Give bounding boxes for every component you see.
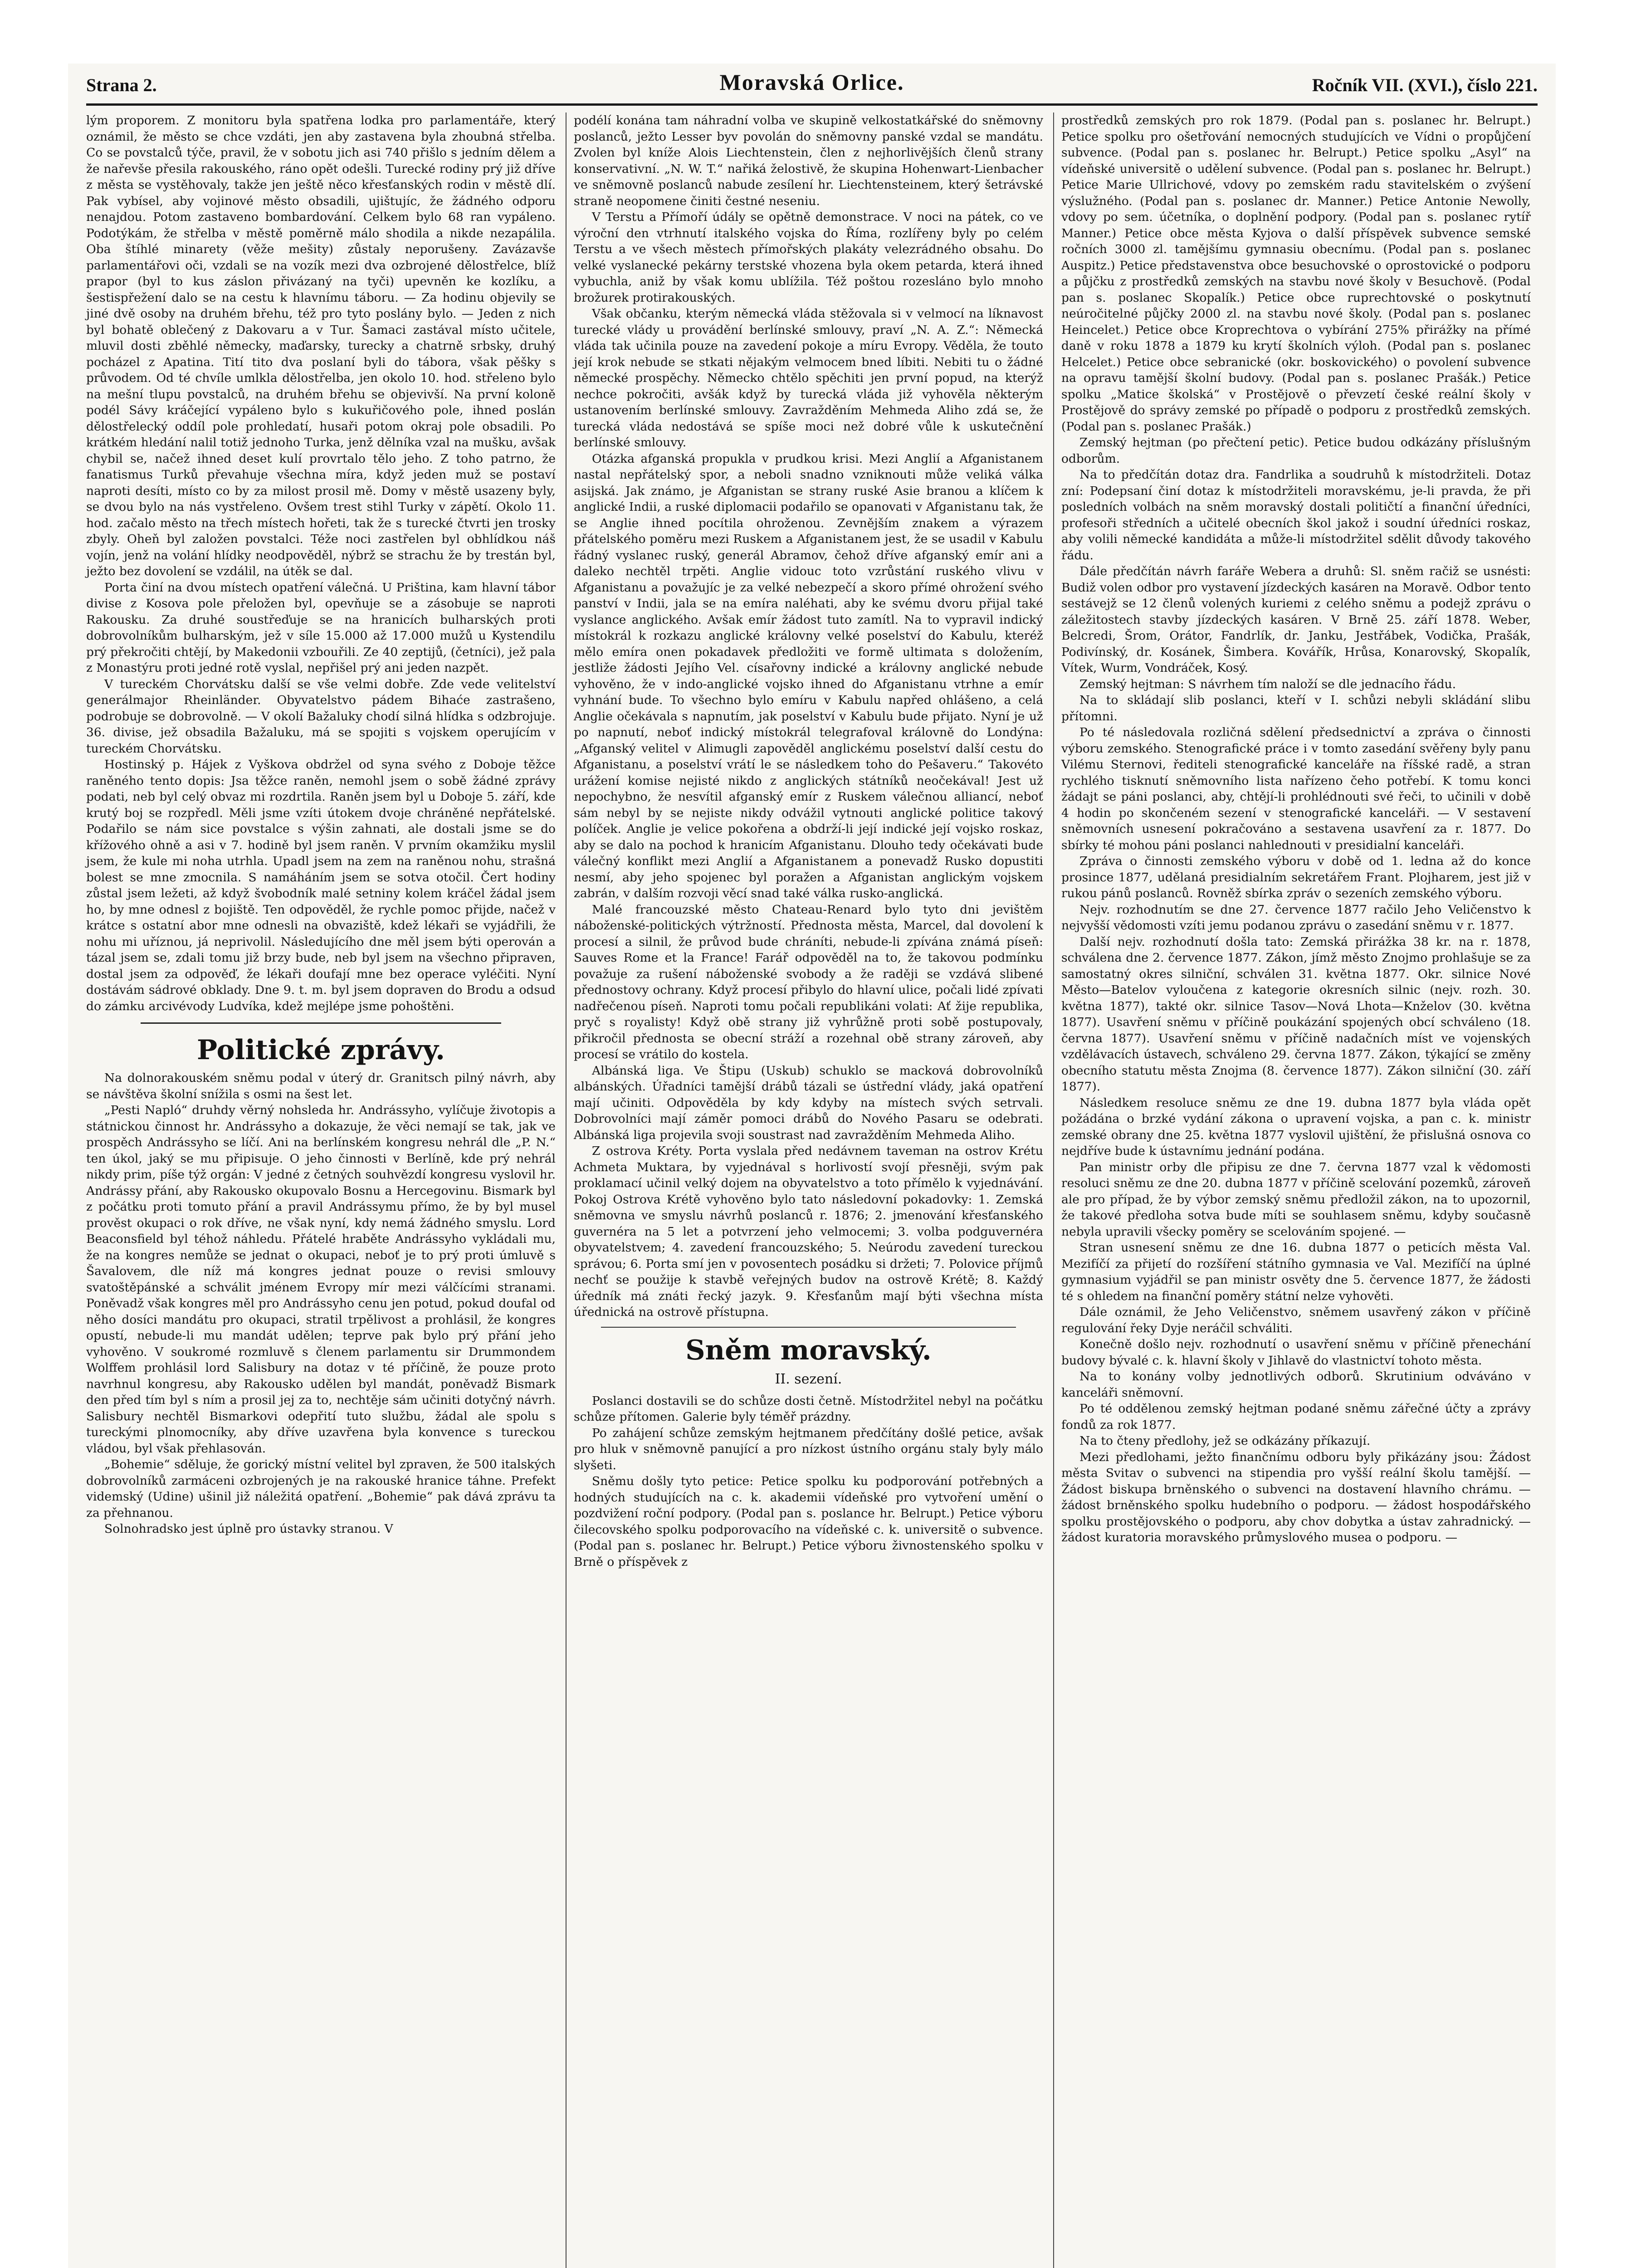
article-paragraph: Solnohradsko jest úplně pro ústavky stranou. V [104, 1522, 393, 1536]
article-paragraph: Po zahájení schůze zemským hejtmanem předčítány došlé petice, avšak pro hluk v sněmovně panující a pro nízkost ústního orgánu staly byly málo slyšeti. [574, 1426, 1043, 1472]
article-paragraph: Porta činí na dvou místech opatření válečná. U Priština, kam hlavní tábor divise z Kosova pole přeložen byl, opevňuje se a zásobuje se naproti Rakousku. Za druhé soustřeďuje se na hranicích bulharských proti dobrovolníkům bulharským, jež v síle 15.000 až 17.000 mužů u Kystendilu prý překročiti chtějí, by Makedonii vzbouřili. Ze 40 zeptijů, (četníci), jež pala z Monastýru proti jedné rotě vyslal, nepřišel prý ani jeden nazpět. [86, 580, 556, 675]
article-paragraph: V Terstu a Přímoří údály se opětně demonstrace. V noci na pátek, co ve výroční den vtrhnutí italského vojska do Říma, rozlířeny byly po celém Terstu a ve všech městech přímořských plakáty velezrádného obsahu. Do velké vyslanecké pekárny terstské vhozena byla okem petarda, která ihned vybuchla, aniž by však komu ublížila. Též poštou rozesláno bylo mnoho brožurek protirakouských. [574, 210, 1043, 305]
column-2 [574, 112, 1043, 2268]
section-heading-moravian-diet: Sněm moravský. [685, 1334, 932, 1366]
article-paragraph: Mezi předlohami, ježto finančnímu odboru byly přikázány jsou: Žádost města Svitav o subvenci na stipendia pro vyšší reální školu tamější. — Žádost biskupa brněnského o subvenci na dostavení hlavního chrámu. — žádost brněnského spolku hudebního o podporu. — žádost hospodářského spolku prostějovského o podporu, aby chov dobytka a ústav zahradnický. — žádost kuratoria moravského průmyslového musea o podporu. — [1061, 1450, 1531, 1545]
article-paragraph: Hostinský p. Hájek z Vyškova obdržel od syna svého z Doboje těžce raněného tento dopis: Jsa těžce raněn, nemohl jsem o sobě žádné zprávy podati, neb byl celý obvaz mi rozdrtila. Raněn jsem byl u Doboje 5. září, kde krutý boj se rozpředl. Měli jsme vzíti útokem dvoje chráněné nepřátelské. Podařilo se nám sice povstalce s výšin zahnati, ale dostali jsme se do křížového ohně a asi v 7. hodině byl jsem raněn. V prvním okamžiku myslil jsem, že kule mi noha utrhla. Upadl jsem na zem na raněnou nohu, strašná bolest se mne zmocnila. S namáháním jsem se sotva otočil. Čert hodiny zůstal jsem ležeti, až když švobodník malé setniny kolem kráčel žádal jsem ho, by mne odnesl z bojiště. Ten odpověděl, že rychle pomoc přijde, načež v krátce s ostatní abor mne odnesli na obvaziště, kdež lékaři se vyjádřili, že nohu mi uříznou, já neprivolil. Následujícího dne měl jsem býti operován a tázal jsem se, zdali tomu již brzy bude, neb byl jsem na všechno připraven, dostal jsem za odpověď, že lékaři doufají mne bez operace vyléčiti. Nyní dostávám sádrové obklady. Dne 9. t. m. byl jsem dopraven do Brodu a odsud do zámku arcivévody Ludvíka, kdež mejlépe jsme pohoštěni. [86, 758, 556, 1013]
article-paragraph: Po té následovala rozličná sdělení předsednictví a zpráva o činnosti výboru zemského. Stenografické práce i v tomto zasedání svěřeny byly panu Vilému Sternovi, řediteli stenografické kanceláře na říšské radě, a stran rychlého tisknutí sněmovního lista nařízeno čeho potřebí. K tomu konci žádajt se páni poslanci, aby, chtějí-li prohlédnouti své řeči, to učinili v době 4 hodin po skončeném sezení v stenografické kanceláři. — V sestavení sněmovních usnesení pokračováno a sestavena usavření za r. 1877. Do sbírky té mohou páni poslanci nahlednouti v presidialní kanceláři. [1061, 725, 1531, 852]
article-paragraph: Stran usnesení sněmu ze dne 16. dubna 1877 o peticích města Val. Mezifíčí za přijetí do rozšíření státního gymnasia ve Val. Mezifíčí na úplné gymnasium vyjádřil se pan ministr osvěty dne 5. července 1877, že žádosti té s ohledem na finanční poměry státní nelze vyhověti. [1061, 1241, 1531, 1303]
article-paragraph: Dále oznámil, že Jeho Veličenstvo, sněmem usavřený zákon v příčině regulování řeky Dyje neráčil schváliti. [1061, 1305, 1531, 1335]
masthead: Moravská Orlice. [719, 69, 904, 95]
section-divider [141, 1022, 501, 1024]
article-paragraph: Z ostrova Kréty. Porta vyslala před nedávnem taveman na ostrov Krétu Achmeta Muktara, by vyjednával s horlivostí svojí přesněji, svým pak proklamací učinil velký dojem na obyvatelstvo a toto přímělo k vyjednávání. Pokoj Ostrova Krétě vyhověno bylo tato následovní pokadovky: 1. Zemská sněmovna ve smyslu návrhů poslanců r. 1876; 2. jmenování křesťanského guvernéra na 5 let a potvrzení jeho velmocemi; 3. volba podguvernéra obyvatelstvem; 4. zavedení francouzského; 5. Neúrodu zavedení tureckou správou; 6. Porta smí jen v povosentech posádku si držeti; 7. Polovice příjmů nechť se použije k stavbě veřejných budov na ostrově Krétě; 8. Každý úředník má znáti řecký jazyk. 9. Křesťanům mají býti všechna místa úřednická na ostrově přístupna. [574, 1144, 1043, 1319]
column-divider [1053, 112, 1054, 2268]
article-paragraph: Otázka afganská propukla v prudkou krisi. Mezi Anglií a Afganistanem nastal nepřátelský spor, a neboli snadno vzniknouti může veliká válka asijská. Jak známo, je Afganistan se strany ruské Asie branou a klíčem k anglické Indii, a ruské diplomacii podařilo se opanovati v Afganistanu tak, že se Anglie ihned pocítila ohroženou. Zevnějším znakem a výrazem přátelského poměru mezi Ruskem a Afganistanem jest, že se usadil v Kabulu řádný vyslanec ruský, generál Abramov, čehož dříve afganský emír ani a daleko nechtěl trpěti. Anglie vidouc toto vzrůstání ruského vlivu v Afganistanu a považujíc je za velké nebezpečí a skoro přímé ohrožení svého panství v Indii, jala se na emíra naléhati, aby ke svému dvoru přijal také vyslance anglického. Avšak emír žádost tuto zamítl. Na to vypravil indický místokrál k rozkazu anglické královny velké poselství do Kabulu, kteréž mělo emíra onen pokadavek předložiti ve formě ultimata s doložením, jestliže žádosti Jejího Vel. císařovny indické a královny anglické nebude vyhověno, že v indo-anglické vojsko ihned do Afganistanu vtrhne a emír vyhnání bude. To všechno bylo emíru v Kabulu napřed ohlášeno, a celá Anglie očekávala s napnutím, jak poselství v Kabulu bude přijato. Nyní je už po napnutí, neboť indický místokrál telegrafoval královně do Londýna: „Afganský velitel v Alimugli zapověděl anglickému poselství další cestu do Afganistanu, a poselství vrátí le se následkem toho do Pešaveru.“ Takovéto urážení komise nejisté nikdo z anglických státníků neočekával! Jest už nepochybno, že nesvítil afganský emír z Ruskem válečnou alliancí, neboť sám nebyl by se nejiste nikdy odvážil vytnouti anglické politice takový políček. Anglie je velice pokořena a obdrží-li její indické její vojsko roskaz, aby se dalo na pochod k hranicím Afganistanu. Dlouho tedy očekávati bude válečný konflikt mezi Anglií a Afganistanem a ponevadž Rusko dopustiti nesmí, aby jeho spojenec byl poražen a Afganistan anglickým vojskem zabrán, v dalším rozvoji věcí snad také válka rusko-anglická. [574, 451, 1044, 900]
article-paragraph: Zemský hejtman (po přečtení petic). Petice budou odkázány příslušným odborům. [1061, 435, 1531, 466]
article-paragraph: Konečně došlo nejv. rozhodnutí o usavření sněmu v příčině přenechání budovy bývalé c. k. hlavní školy v Jihlavě do vlastnictví tohoto města. [1061, 1337, 1531, 1368]
column-3 [1061, 112, 1531, 2268]
article-paragraph: Zemský hejtman: S návrhem tím naloží se dle jednacího řádu. [1079, 677, 1456, 691]
article-paragraph: Na to skládají slib poslanci, kteří v I. schůzi nebyli skládání slibu přítomni. [1061, 693, 1531, 723]
section-divider [601, 1327, 1016, 1328]
section-heading-political-news: Politické zprávy. [196, 1034, 445, 1066]
article-paragraph: Poslanci dostavili se do schůze dosti četně. Místodržitel nebyl na počátku schůze přítomen. Galerie byly téměř prázdny. [574, 1393, 1043, 1424]
page-number: Strana 2. [86, 75, 157, 95]
article-paragraph: Dále předčítán návrh faráře Webera a druhů: Sl. sněm račiž se usnésti: Budiž volen odbor pro vystavení jízdeckých kasáren na Moravě. Odbor tento sestávejž se 12 členů volených kuriemi z celého sněmu a podejž zprávu o záležitostech stavby jízdeckých kasáren. V Brně 25. září 1878. Weber, Belcredi, Šrom, Orátor, Fandrlík, dr. Janku, Jestřábek, Vodička, Prašák, Podivínský, dr. Kosánek, Šimbera. Kovářík, Hrůsa, Konarovský, Skopalík, Vítek, Wurm, Vondráček, Kosý. [1061, 564, 1531, 675]
article-paragraph: Pan ministr orby dle připisu ze dne 7. června 1877 vzal k vědomosti resoluci sněmu ze dne 20. dubna 1877 v příčině scelování pozemků, zároveň ale pro případ, že by výbor zemský sněmu předložil zákon, na to upozornil, že takové předloha sotva bude míti se souhlasem sněmu, kdyby současně nebyla upravili všecky poměry se scelováním spojené. — [1061, 1160, 1531, 1239]
article-paragraph: Na to předčítán dotaz dra. Fandrlika a soudruhů k místodržiteli. Dotaz zní: Podepsaní činí dotaz k místodržiteli moravskému, je-li pravda, že při posledních volbách na sněm moravský dostali političtí a finanční úředníci, profesoři středních a učitelé obecních škol jakož i soudní úředníci roskaz, aby volili německé kandidáta a může-li místodržitel sdělit důvody takového řádu. [1061, 468, 1531, 562]
newspaper-page [68, 64, 1556, 2268]
article-paragraph: Sněmu došly tyto petice: Petice spolku ku podporování potřebných a hodných studujících na c. k. akademii vídeňské pro vytvoření umění o pozdvižení roční podpory. (Podal pan s. poslance hr. Belrupt.) Petice výboru čilecovského spolku podporovacího na vídeňské c. k. universitě o subvence. (Podal pan s. poslanec hr. Belrupt.) Petice výboru živnostenského spolku v Brně o příspěvek z [574, 1474, 1043, 1569]
article-paragraph: „Bohemie“ sděluje, že gorický místní velitel byl zpraven, že 500 italských dobrovolníků zarmáceni ozbrojených je na rakouské hranice táhne. Prefekt videmský (Udine) ušinil již náležitá opatření. „Bohemie“ pak dává zprávu ta za přehnanou. [86, 1457, 556, 1520]
column-1 [86, 112, 556, 2268]
article-paragraph: Na dolnorakouském sněmu podal v úterý dr. Granitsch pilný návrh, aby se návštěva školní snížila s osmi na šest let. [86, 1071, 556, 1101]
article-paragraph: Albánská liga. Ve Štipu (Uskub) schuklo se macková dobrovolníků albánských. Úřadníci tamější drábů tázali se ústřední vlády, jaká opatření mají učiniti. Odpověděla by kdy kdyby na místech svých setrvali. Dobrovolníci mají záměr pomoci drábů do Nového Pasaru se odebrati. Albánská liga projevila svoji soustrast nad zavražděním Mehmeda Aliho. [574, 1063, 1043, 1142]
article-paragraph: prostředků zemských pro rok 1879. (Podal pan s. poslanec hr. Belrupt.) Petice spolku pro ošetřování nemocných studujících ve Vídni o propůjčení subvence. (Podal pan s. poslanec hr. Belrupt.) Petice spolku „Asyl“ na vídeňské universitě o udělení subvence. (Podal pan s. poslanec hr. Belrupt.) Petice Marie Ullrichové, vdovy po zemském radu stavitelském o zvýšení výslužného. (Podal pan s. poslanec dr. Manner.) Petice Antonie Newolly, vdovy po sem. účetníka, o doplnění podpory. (Podal pan s. poslanec rytíř Manner.) Petice obce města Kyjova o další příspěvek subvence semské ročních 3000 zl. tamějšímu gymnasiu obecnímu. (Podal pan s. poslanec Auspitz.) Petice představenstva obce besuchovské o oprostovické o podporu a půjčku z prostředků zemských na stavbu nové školy v Besuchově. (Podal pan s. poslanec Skopalík.) Petice obce ruprechtovské o poskytnutí neúročitelné půjčky 2000 zl. na stavbu nové školy. (Podal pan s. poslanec Heincelet.) Petice obce Kroprechtova o vybírání 275% přirážky na přímé daně v roku 1878 a 1879 ku krytí školních výloh. (Podal pan s. poslanec Helcelet.) Petice obce sebranické (okr. boskovického) o povolení subvence na opravu tamější školní budovy. (Podal pan s. poslanec Prašák.) Petice spolku „Matice školská“ v Prostějově o převzetí české reální školy v Prostějově do správy zemské po případě o podporu z prostředků zemských. (Podal pan s. poslanec Prašák.) [1061, 113, 1531, 434]
article-paragraph: podélí konána tam náhradní volba ve skupině velkostatkářské do sněmovny poslanců, ježto Lesser byv povolán do sněmovny panské vzdal se mandátu. Zvolen byl kníže Alois Liechtenstein, člen z nejhorlivějších členů strany konservativní. „N. W. T.“ nařiká želostivě, že skupina Hohenwart-Lienbacher ve sněmovně poslanců nabude zesílení hr. Liechtensteinem, který šetrávské straně neopomene činiti čestné neseniu. [574, 113, 1043, 208]
article-paragraph: V tureckém Chorvátsku další se vše velmi dobře. Zde vede velitelství generálmajor Rheinländer. Obyvatelstvo pádem Bihaće zastrašeno, podrobuje se dobrovolně. — V okolí Bažaluky chodí silná hlídka s odzbrojuje. 36. divise, jež obsadila Bažaluku, má se spojiti s vojskem operujícím v tureckém Chorvátsku. [86, 677, 556, 756]
article-paragraph: Po té oddělenou zemský hejtman podané sněmu zářečné účty a zprávy fondů za rok 1877. [1061, 1402, 1531, 1432]
article-paragraph: Nejv. rozhodnutím se dne 27. července 1877 račilo Jeho Veličenstvo k nejvyšší vědomosti vzíti jemu podanou zprávu o zasedání sněmu v r. 1877. [1061, 902, 1531, 933]
article-paragraph: „Pesti Napló“ druhdy věrný nohsleda hr. Andrássyho, vylíčuje životopis a státnickou činnost hr. Andrássyho a dokazuje, že věci nemají se tak, jak ve prospěch Andrássyho se líčí. Ani na berlínském kongresu nehrál dle „P. N.“ ten úkol, jaký se mu připisuje. O jeho činnosti v Berlíně, kde prý nehrál nikdy prim, píše týž orgán: V jedné z četných souhvězdí kongresu vyslovil hr. Andrássy přání, aby Rakousko okupovalo Bosnu a Hercegovinu. Bismark byl z počátku proti tomuto přání a pravil Andrássymu přímo, že by byl musel prověst okupaci o rok dříve, ne však nyní, kdy nemá žádného smyslu. Lord Beaconsfield byl téhož náhledu. Přátelé hraběte Andrássyho vykládali mu, že na kongres nemůže se jednat o okupaci, neboť je to prý proti úmluvě s Šavalovem, dle níž má kongres jednat pouze o revisi smlouvy svatoštěpánské a schválit jménem Evropy mír mezi válčícími stranami. Poněvadž však kongres měl pro Andrássyho cenu jen potud, pokud doufal od něho dosíci mandátu pro okupaci, stratil trpělivost a prohlásil, že kongres opustí, nebude-li mu mandát udělen; teprve pak bylo prý přání jeho vyhověno. V soukromé rozmluvě s členem parlamentu sir Drummondem Wolffem prohlásil lord Salisbury na dotaz v té příčině, že pouze proto navrhnul kongresu, aby Rakousko udělen byl mandát, poněvadž Bismark den před tím byl s ním a prosil jej za to, nechtěje sám učiniti dotyčný návrh. Salisbury nechtěl Bismarkovi odepřití tuto službu, žádal ale spolu s tureckými plnomocníky, aby dříve uzavřena byla konvence s tureckou vládou, byl však přehlasován. [86, 1103, 556, 1456]
article-paragraph: lým proporem. Z monitoru byla spatřena lodka pro parlamentáře, který oznámil, že město se chce vzdáti, jen aby zastavena byla zhoubná střelba. Co se povstalců týče, pravil, že v sobotu jich asi 740 přišlo s jedním dělem a že nařevše přesila rakouského, ráno opět odešli. Turecké rodiny prý již dříve z města se vystěhovaly, takže jen ještě něco křesťanských rodin v městě dlí. Pak vybísel, aby vojinové město obsadili, ujištujíc, že žádného odporu nenajdou. Potom zastaveno bombardování. Celkem bylo 68 ran vypáleno. Podotýkám, že střelba v městě poměrně málo shodila a nikde nezapálila. Oba štíhlé minarety (věže mešity) zůstaly neporušeny. Zavázavše parlamentářovi oči, vzdali se na vozík mezi dva ozbrojené dělostřelce, blíž prapor (byl to kus záslon přivázaný na tyči) upevněn ke kozlíku, a šestispřežení dalo se na cestu k hlavnímu táboru. — Za hodinu objevily se jiné dvě osoby na druhém břehu, též pro tyto poslány bylo. — Jeden z nich byl bohatě oblečený z Dakovaru a v Tur. Šamaci zastával místo učitele, mluvil dosti zběhlé německy, maďarsky, turecky a chatrně srbsky, druhý pocházel z Apatina. Tití tito dva poslaní byli do tábora, však pěšky s průvodem. Od té chvíle umlkla dělostřelba, jen okolo 10. hod. střeleno bylo na mešní tlupu povstalců, na druhém břehu se objevivší. Na první koloně podél Sávy kráčející vypáleno bylo s kukuřičového pole, ihned poslán dělostřelecký oddíl pole prohledatí, husaři potom okraj pole obsadili. Po krátkém hledání nalil totiž jednoho Turka, jenž dělníka vzal na mušku, avšak chybil se, načež ihned deset kulí provrtalo tělo jeho. Z toho patrno, že fanatismus Turků převahuje všechna míra, když jeden muž se postaví naproti desíti, místo co by za milost prosil mě. Domy v městě usazeny byly, se dvou bylo na nás vystřeleno. Ovšem trest stihl Turky v zápětí. Okolo 11. hod. začalo město na třech místech hořeti, tak že s turecké čtvrti jen trosky zbyly. Oheň byl založen povstalci. Téže noci zastřelen byl obhlídkou náš vojín, jenž na volání hlídky neodpověděl, nýbrž se strachu že by trestán byl, ježto bez dovolení se vzdálil, na útěk se dal. [86, 113, 556, 578]
article-paragraph: Malé francouzské město Chateau-Renard bylo tyto dni jevištěm náboženské-politických výtržností. Přednosta města, Marcel, dal dovolení k procesí a silnil, že průvod bude chráníti, nebude-li zpívána známá píseň: Sauves Rome et la France! Farář odpověděl na to, že takovou podmínku považuje za rušení náboženské svobody a že raději se vzdává slibené přednostovy ochrany. Když procesí přibylo do hlavní ulice, počali lidé zpívati nadřečenou píseň. Naproti tomu počali republikáni volati: Ať žije republika, pryč s royalisty! Když obě strany již vyhrůžně proti sobě postupovaly, přikročil přednosta se obecní stráží a rozehnal obě strany zároveň, aby procesí se vrátilo do kostela. [574, 902, 1043, 1061]
article-paragraph: Na to konány volby jednotlivých odborů. Skrutinium odváváno v kanceláři sněmovní. [1061, 1369, 1531, 1400]
article-paragraph: Však občanku, kterým německá vláda stěžovala si v velmocí na líknavost turecké vlády u provádění berlínské smlouvy, praví „N. A. Z.“: Německá vláda tak učinila pouze na zavedení pokoje a míru Evropy. Věděla, že touto její krok nebude se stkati nějakým velmocem bned líbiti. Nebiti tu o žádné německé prospěchy. Německo chtělo spěchiti jen první popud, na kterýž nechce pokročiti, avšák když by turecká vláda již vyhověla některým ustanovením berlínské smlouvy. Zavražděním Mehmeda Aliho zdá se, že turecká vláda nedostává se spíše moci než dobré vůle k uskutečnění berlínské smlouvy. [574, 307, 1043, 450]
page-header [86, 68, 1538, 100]
section-subheading: II. sezení. [775, 1371, 842, 1387]
issue-info: Ročník VII. (XVI.), číslo 221. [1312, 75, 1538, 95]
article-paragraph: Na to čteny předlohy, jež se odkázány příkazují. [1079, 1434, 1371, 1448]
article-paragraph: Další nejv. rozhodnutí došla tato: Zemská přirážka 38 kr. na r. 1878, schválena dne 2. července 1877. Zákon, jímž město Znojmo prohlašuje se za samostatný okres silniční, schválen 31. května 1877. Okr. silnice Nové Město—Batelov vyloučena z kategorie okresních silnic (nejv. rozh. 30. května 1877), takté okr. silnice Tasov—Nová Lhota—Knželov (30. května 1877). Usavření sněmu v příčině poukázání spojených obcí schváleno (18. června 1877). Usavření sněmu v příčině nadačních míst ve vojenských vzdělávacích ústavech, schváleno 29. června 1877. Zákon, týkající se změny obecního statutu města Znojma (8. července 1877). Zákon silniční (30. září 1877). [1061, 934, 1531, 1094]
article-paragraph: Následkem resoluce sněmu ze dne 19. dubna 1877 byla vláda opět požádána o brzké vydání zákona o upravení vojska, a pan c. k. ministr zemské obrany dne 25. května 1877 vyslovil ujištění, že přislušná osnova co nejdříve bude k ústavnímu jednání podána. [1061, 1095, 1531, 1158]
header-rule [86, 103, 1538, 106]
article-paragraph: Zpráva o činnosti zemského výboru v době od 1. ledna až do konce prosince 1877, udělaná presidialním sekretářem Frant. Plojharem, jest již v rukou pánů poslanců. Rovněž sbírka zpráv o sezeních zemského výboru. [1061, 854, 1531, 900]
